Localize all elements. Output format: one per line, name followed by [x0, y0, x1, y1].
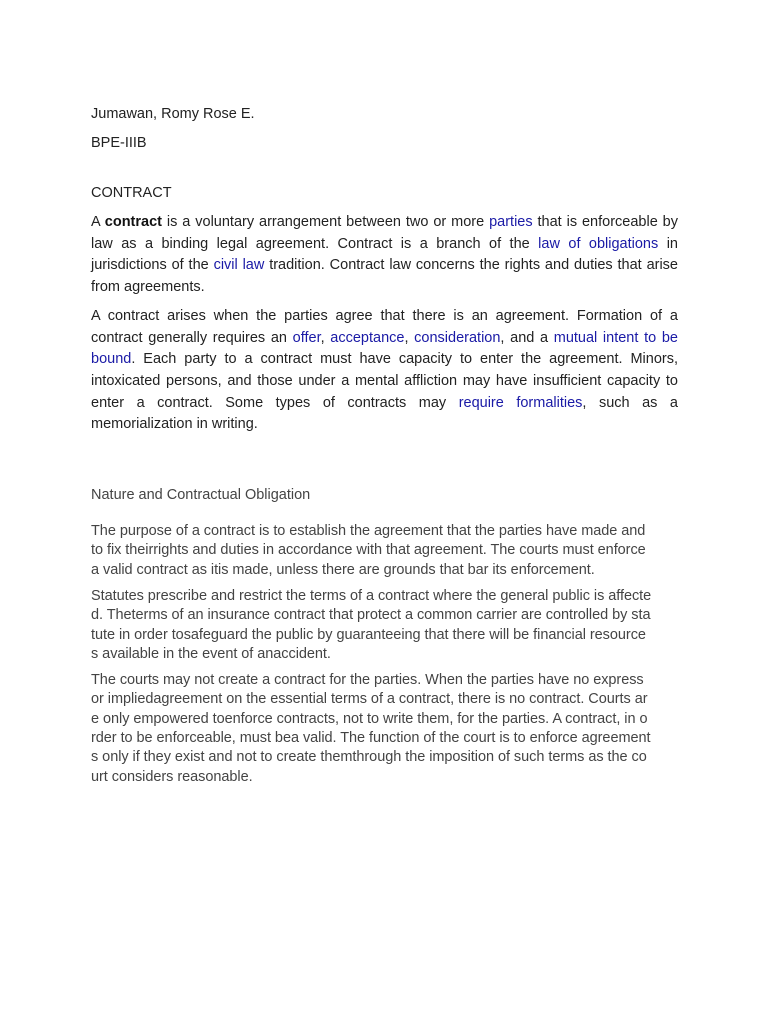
text-line: Statutes prescribe and restrict the terms of a contract where the general public is affecte: [91, 587, 652, 604]
text-line: urt considers reasonable.: [91, 768, 253, 785]
text-span: A: [91, 214, 105, 230]
text-line: a valid contract as itis made, unless there are grounds that bar its enforcement.: [91, 561, 595, 578]
paragraph-courts: [91, 671, 678, 787]
text-span: tradition. Contract law concerns the rights and duties that arise from agreements.: [91, 257, 678, 296]
bold-term: contract: [104, 214, 162, 230]
link-law-of-obligations[interactable]: law of obligations: [538, 235, 659, 252]
paragraph-purpose: [91, 522, 678, 580]
link-mutual-intent[interactable]: mutual intent to be bound: [91, 329, 678, 368]
text-span: . Each party to a contract must have capacity to enter the agreement. Minors, intoxicated persons, and those under a mental affliction may have insufficient capacity to enter a contract. Some types of contracts may: [91, 351, 678, 411]
link-acceptance[interactable]: acceptance: [330, 329, 405, 346]
text-span: that is enforceable by law as a binding legal agreement. Contract is a branch of the: [91, 214, 678, 252]
text-line: d. Theterms of an insurance contract that protect a common carrier are controlled by sta: [91, 607, 651, 624]
text-span: A contract arises when the parties agree that there is an agreement. Formation of a contract generally requires an: [91, 307, 678, 346]
text-line: tute in order tosafeguard the public by guaranteeing that there will be financial resource: [91, 626, 646, 643]
link-civil-law[interactable]: civil law: [213, 257, 265, 274]
link-consideration[interactable]: consideration: [414, 329, 501, 346]
link-parties[interactable]: parties: [489, 214, 533, 230]
link-require-formalities[interactable]: require formalities: [458, 394, 583, 411]
author-name: Jumawan, Romy Rose E.: [91, 106, 255, 122]
text-line: s only if they exist and not to create themthrough the imposition of such terms as the co: [91, 749, 647, 766]
document-page: [91, 104, 678, 794]
text-line: rder to be enforceable, must bea valid. The function of the court is to enforce agreement: [91, 730, 651, 746]
text-line: s available in the event of anaccident.: [91, 645, 331, 662]
text-span: , such as a memorialization in writing.: [91, 394, 678, 433]
text-line: The courts may not create a contract for the parties. When the parties have no express: [91, 672, 644, 689]
course-section: BPE-IIIB: [91, 135, 147, 151]
section-heading: Nature and Contractual Obligation: [91, 487, 311, 504]
text-line: to fix theirrights and duties in accordance with that agreement. The courts must enforce: [91, 542, 646, 559]
text-line: e only empowered toenforce contracts, not to write them, for the parties. A contract, in o: [91, 710, 648, 727]
page-title: CONTRACT: [91, 185, 172, 201]
text-line: The purpose of a contract is to establish the agreement that the parties have made and: [91, 523, 646, 540]
link-offer[interactable]: offer: [292, 329, 321, 346]
text-span: is a voluntary arrangement between two or more: [162, 214, 490, 230]
paragraph-statutes: [91, 587, 678, 664]
text-span: in jurisdictions of the: [91, 235, 678, 274]
text-span: ,: [320, 329, 331, 346]
text-line: or impliedagreement on the essential terms of a contract, there is no contract. Courts ar: [91, 691, 648, 708]
text-span: ,: [404, 329, 415, 346]
paragraph-formation: [91, 306, 678, 436]
text-span: , and a: [500, 329, 554, 346]
paragraph-definition: [91, 212, 678, 299]
